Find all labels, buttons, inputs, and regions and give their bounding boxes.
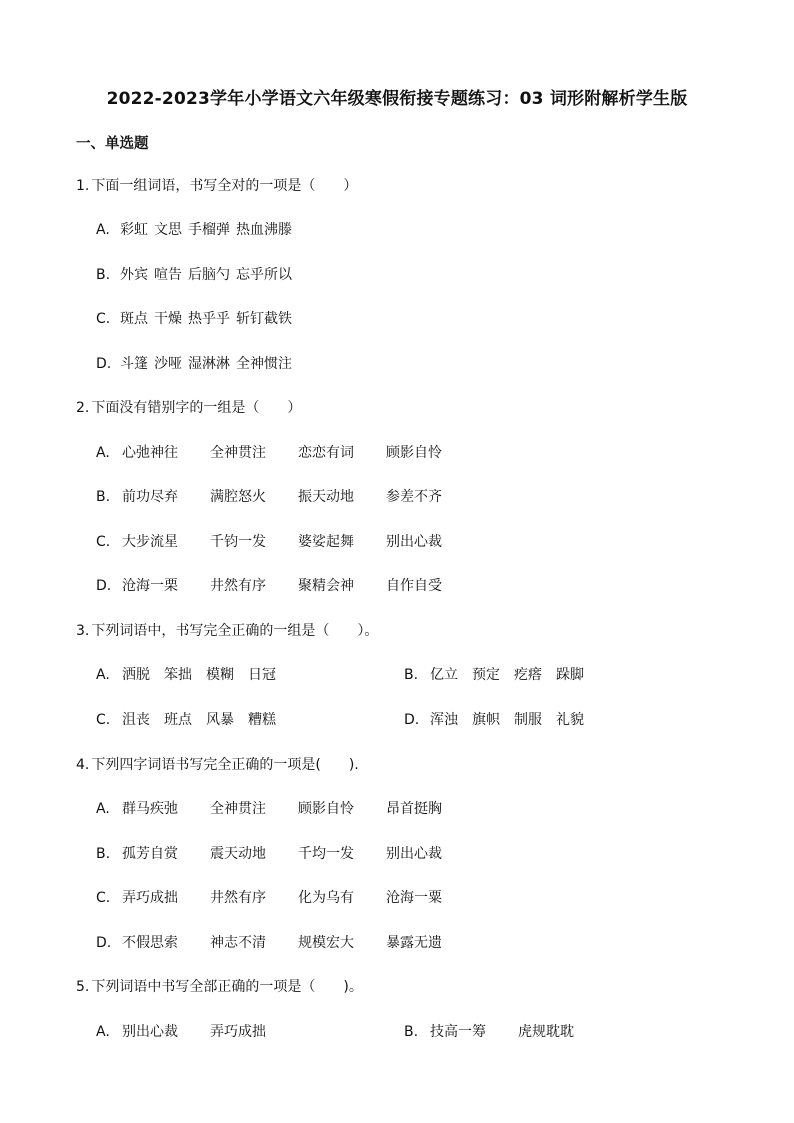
option-word: 聚精会神 [298, 578, 354, 594]
option-letter: D. [404, 712, 420, 728]
option-letter: B. [404, 1024, 419, 1040]
option-word: 千钧一发 [210, 534, 266, 550]
option-word: 恋恋有词 [298, 445, 354, 461]
option-word: 制服 [514, 712, 542, 728]
option-word: 热乎乎 [188, 311, 230, 327]
option-1a[interactable] [96, 219, 298, 239]
option-word: 笨拙 [164, 667, 192, 683]
option-letter: C. [96, 311, 111, 327]
option-word: 后脑勺 [188, 267, 230, 283]
option-4c[interactable] [96, 887, 474, 907]
option-word: 群马疾弛 [122, 801, 178, 817]
option-word: 别出心裁 [122, 1024, 178, 1040]
option-letter: A. [96, 1024, 110, 1040]
question-number: 2. [76, 400, 90, 416]
option-letter: B. [404, 667, 419, 683]
option-word: 别出心裁 [386, 534, 442, 550]
option-word: 忘乎所以 [236, 267, 292, 283]
option-2a[interactable] [96, 442, 474, 462]
question-5 [76, 976, 363, 996]
option-letter: A. [96, 222, 110, 238]
option-word: 班点 [164, 712, 192, 728]
option-word: 外宾 [120, 267, 148, 283]
question-number: 4. [76, 757, 90, 773]
option-word: 弄巧成拙 [122, 890, 178, 906]
option-word: 暴露无遗 [386, 935, 442, 951]
option-2d[interactable] [96, 575, 474, 595]
question-stem: 下面一组词语，书写全对的一项是（ ） [91, 178, 358, 194]
option-word: 规模宏大 [298, 935, 354, 951]
option-letter: B. [96, 267, 111, 283]
section-heading: 一、单选题 [76, 136, 149, 152]
option-word: 预定 [472, 667, 500, 683]
option-letter: A. [96, 445, 110, 461]
option-word: 斗篷 [120, 356, 148, 372]
option-word: 斩钉截铁 [236, 311, 292, 327]
option-word: 沙哑 [154, 356, 182, 372]
option-word: 不假思索 [122, 935, 178, 951]
option-letter: B. [96, 489, 111, 505]
question-stem: 下列词语中书写全部正确的一项是（ )。 [91, 979, 363, 995]
option-word: 旗帜 [472, 712, 500, 728]
question-2 [76, 397, 301, 417]
option-word: 婆娑起舞 [298, 534, 354, 550]
option-4b[interactable] [96, 843, 474, 863]
option-word: 振天动地 [298, 489, 354, 505]
option-1d[interactable] [96, 353, 298, 373]
option-letter: D. [96, 578, 112, 594]
option-word: 全神贯注 [210, 801, 266, 817]
option-3c[interactable] [96, 709, 290, 729]
option-word: 湿淋淋 [188, 356, 230, 372]
option-word: 参差不齐 [386, 489, 442, 505]
question-stem: 下列词语中，书写完全正确的一组是（ ）。 [91, 623, 379, 639]
option-word: 糟糕 [248, 712, 276, 728]
option-word: 亿立 [430, 667, 458, 683]
option-word: 神志不清 [210, 935, 266, 951]
option-letter: C. [96, 534, 111, 550]
option-3b[interactable] [404, 664, 598, 684]
option-word: 大步流星 [122, 534, 178, 550]
question-stem: 下列四字词语书写完全正确的一项是( ). [91, 757, 359, 773]
option-word: 全神惯注 [236, 356, 292, 372]
question-1 [76, 175, 357, 195]
option-letter: C. [96, 890, 111, 906]
option-2b[interactable] [96, 486, 474, 506]
question-number: 5. [76, 979, 90, 995]
option-word: 震天动地 [210, 846, 266, 862]
option-word: 虎规耽耽 [518, 1024, 574, 1040]
option-word: 手榴弹 [188, 222, 230, 238]
question-number: 1. [76, 178, 90, 194]
question-3 [76, 620, 378, 640]
option-word: 井然有序 [210, 578, 266, 594]
option-4d[interactable] [96, 932, 474, 952]
option-word: 全神贯注 [210, 445, 266, 461]
option-word: 喧告 [154, 267, 182, 283]
option-letter: B. [96, 846, 111, 862]
option-word: 干燥 [154, 311, 182, 327]
option-word: 顾影自怜 [298, 801, 354, 817]
option-word: 热血沸滕 [236, 222, 292, 238]
question-number: 3. [76, 623, 90, 639]
question-stem: 下面没有错别字的一组是（ ） [91, 400, 302, 416]
option-word: 弄巧成拙 [210, 1024, 266, 1040]
option-word: 自作自受 [386, 578, 442, 594]
option-word: 斑点 [120, 311, 148, 327]
option-word: 沮丧 [122, 712, 150, 728]
option-3a[interactable] [96, 664, 290, 684]
option-word: 满腔怒火 [210, 489, 266, 505]
option-letter: A. [96, 667, 110, 683]
option-word: 心弛神往 [122, 445, 178, 461]
option-word: 日冠 [248, 667, 276, 683]
option-word: 沧海一栗 [122, 578, 178, 594]
option-word: 沧海一粟 [386, 890, 442, 906]
question-4 [76, 754, 359, 774]
option-letter: A. [96, 801, 110, 817]
option-letter: C. [96, 712, 111, 728]
option-word: 技高一筹 [430, 1024, 486, 1040]
option-5a[interactable] [96, 1021, 298, 1041]
option-word: 疙瘩 [514, 667, 542, 683]
option-word: 化为乌有 [298, 890, 354, 906]
option-word: 模糊 [206, 667, 234, 683]
option-letter: D. [96, 356, 112, 372]
option-4a[interactable] [96, 798, 474, 818]
option-word: 顾影自怜 [386, 445, 442, 461]
option-word: 彩虹 [120, 222, 148, 238]
option-word: 昂首挺胸 [386, 801, 442, 817]
option-word: 跺脚 [556, 667, 584, 683]
option-word: 浑浊 [430, 712, 458, 728]
option-word: 礼貌 [556, 712, 584, 728]
option-1b[interactable] [96, 264, 298, 284]
option-word: 别出心裁 [386, 846, 442, 862]
option-1c[interactable] [96, 308, 298, 328]
option-5b[interactable] [404, 1021, 606, 1041]
option-2c[interactable] [96, 531, 474, 551]
option-word: 前功尽弃 [122, 489, 178, 505]
option-3d[interactable] [404, 709, 598, 729]
option-letter: D. [96, 935, 112, 951]
option-word: 文思 [154, 222, 182, 238]
option-word: 孤芳自赏 [122, 846, 178, 862]
option-word: 井然有序 [210, 890, 266, 906]
document-title: 2022-2023学年小学语文六年级寒假衔接专题练习：03 词形附解析学生版 [106, 89, 688, 109]
option-word: 千均一发 [298, 846, 354, 862]
option-word: 洒脱 [122, 667, 150, 683]
option-word: 风暴 [206, 712, 234, 728]
